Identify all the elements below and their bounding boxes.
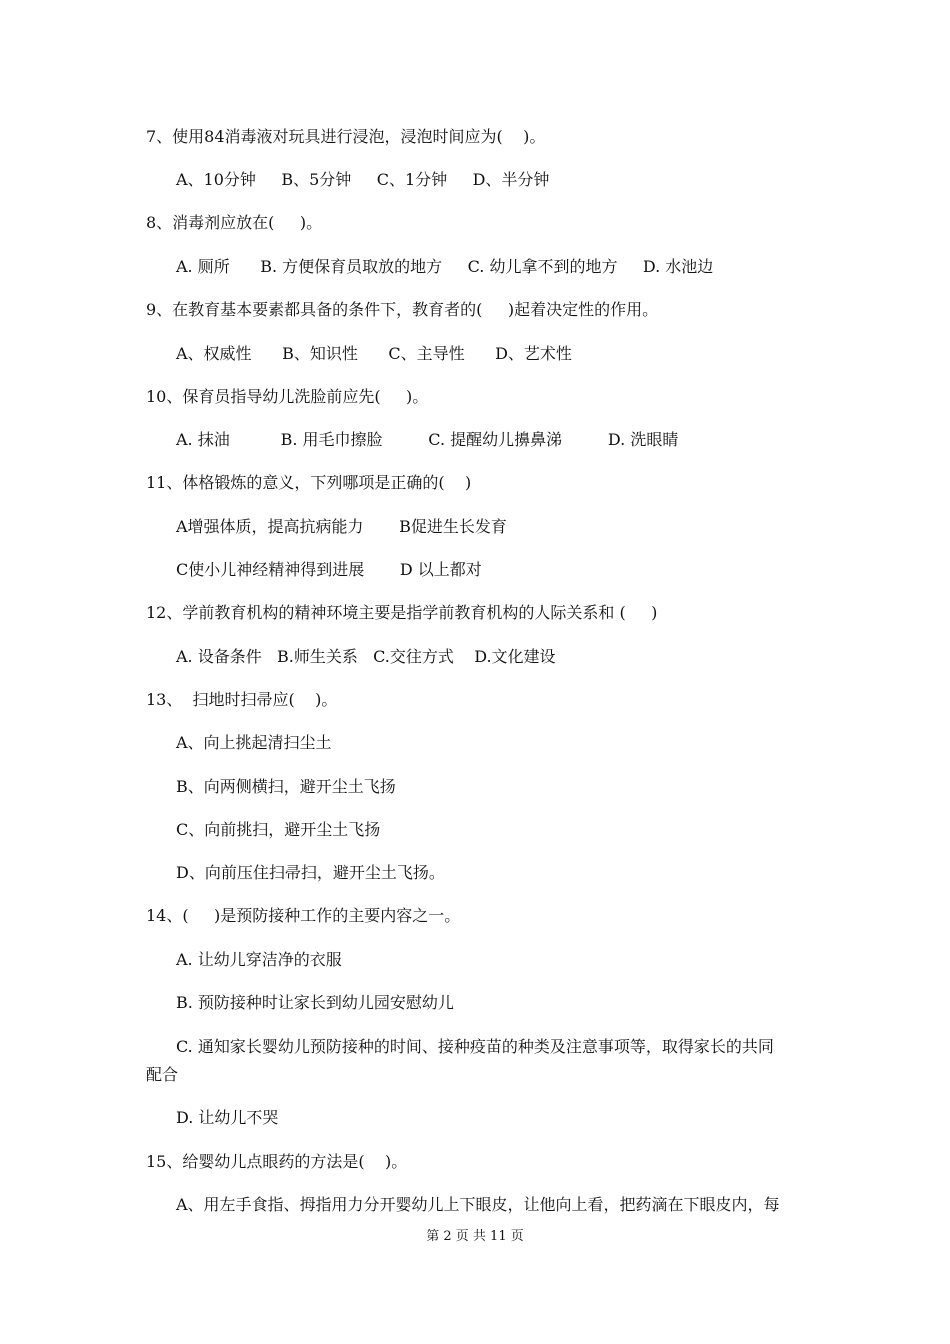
option-13-c: C、向前挑扫，避开尘土飞扬 [176, 820, 381, 839]
option-14-a: A. 让幼儿穿洁净的衣服 [176, 950, 342, 969]
question-10: 10、保育员指导幼儿洗脸前应先( )。 [146, 387, 429, 406]
page-footer: 第 2 页 共 11 页 [426, 1229, 524, 1244]
options-11-ab: A增强体质，提高抗病能力 B促进生长发育 [176, 517, 507, 536]
options-7: A、10分钟 B、5分钟 C、1分钟 D、半分钟 [176, 170, 550, 189]
option-14-b: B. 预防接种时让家长到幼儿园安慰幼儿 [176, 993, 454, 1012]
options-10: A. 抹油 B. 用毛巾擦脸 C. 提醒幼儿擤鼻涕 D. 洗眼睛 [176, 430, 679, 449]
question-7: 7、使用84消毒液对玩具进行浸泡，浸泡时间应为( )。 [146, 127, 546, 146]
question-12: 12、学前教育机构的精神环境主要是指学前教育机构的人际关系和 ( ) [146, 603, 658, 622]
option-14-d: D. 让幼儿不哭 [176, 1108, 279, 1127]
options-8: A. 厕所 B. 方便保育员取放的地方 C. 幼儿拿不到的地方 D. 水池边 [176, 257, 714, 276]
options-11-cd: C使小儿神经精神得到进展 D 以上都对 [176, 560, 482, 579]
question-8: 8、消毒剂应放在( )。 [146, 213, 323, 232]
option-14-c: C. 通知家长婴幼儿预防接种的时间、接种疫苗的种类及注意事项等，取得家长的共同 [176, 1037, 774, 1056]
option-14-c-continued: 配合 [146, 1065, 179, 1084]
question-11: 11、体格锻炼的意义，下列哪项是正确的( ) [146, 473, 472, 492]
options-12: A. 设备条件 B.师生关系 C.交往方式 D.文化建设 [176, 647, 556, 666]
question-9: 9、在教育基本要素都具备的条件下，教育者的( )起着决定性的作用。 [146, 300, 659, 319]
option-13-b: B、向两侧横扫，避开尘土飞扬 [176, 777, 396, 796]
options-9: A、权威性 B、知识性 C、主导性 D、艺术性 [176, 344, 572, 363]
option-13-d: D、向前压住扫帚扫，避开尘土飞扬。 [176, 863, 445, 882]
option-15-a: A、用左手食指、拇指用力分开婴幼儿上下眼皮，让他向上看，把药滴在下眼皮内，每 [176, 1195, 780, 1214]
question-15: 15、给婴幼儿点眼药的方法是( )。 [146, 1152, 408, 1171]
question-13: 13、 扫地时扫帚应( )。 [146, 690, 338, 709]
question-14: 14、( )是预防接种工作的主要内容之一。 [146, 906, 461, 925]
option-13-a: A、向上挑起清扫尘土 [176, 733, 332, 752]
